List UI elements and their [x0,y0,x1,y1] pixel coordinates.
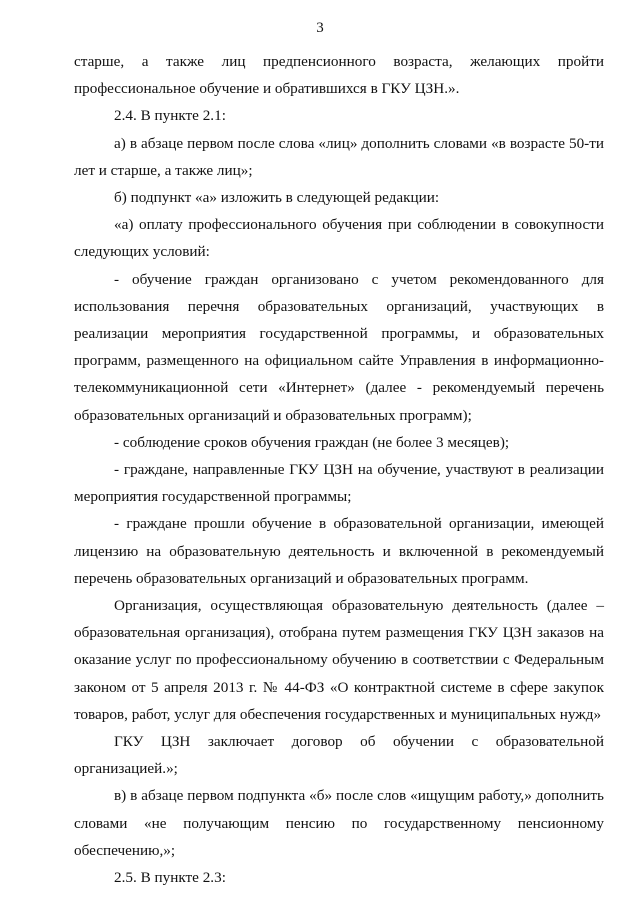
list-item: - граждане прошли обучение в образовательной организации, имеющей лицензию на образовательную деятельность и включенной в рекомендуемый перечень образовательных организаций и образовательных программ. [74,515,604,587]
section-heading: 2.4. В пункте 2.1: [114,107,226,125]
paragraph: в) в абзаце первом подпункта «б» после слов «ищущим работу,» дополнить словами «не получающим пенсию по государственному пенсионному обеспечению,»; [74,787,604,859]
list-item: - граждане, направленные ГКУ ЦЗН на обучение, участвуют в реализации мероприятия государственной программы; [74,461,604,506]
paragraph: а) в абзаце первом после слова «лиц» дополнить словами «в возрасте 50-ти лет и старше, а также лиц»; [74,134,604,179]
paragraph: «а) оплату профессионального обучения при соблюдении в совокупности следующих условий: [74,216,604,261]
document-body [74,48,604,891]
paragraph: старше, а также лиц предпенсионного возраста, желающих пройти профессиональное обучение и обратившихся в ГКУ ЦЗН.». [74,53,604,98]
paragraph: ГКУ ЦЗН заключает договор об обучении с образовательной организацией.»; [74,733,604,778]
paragraph: б) подпункт «а» изложить в следующей редакции: [114,189,440,207]
list-item: - обучение граждан организовано с учетом рекомендованного для использования перечня образовательных организаций, участвующих в реализации мероприятия государственной программы, и образовательных программ, размещенного на официальном сайте Управления в информационно-телекоммуникационной сети «Интернет» (далее - рекомендуемый перечень образовательных организаций и образовательных программ); [74,270,604,424]
paragraph: Организация, осуществляющая образовательную деятельность (далее – образовательная организация), отобрана путем размещения ГКУ ЦЗН заказов на оказание услуг по профессиональному обучению в соответствии с Федеральным законом от 5 апреля 2013 г. № 44-ФЗ «О контрактной системе в сфере закупок товаров, работ, услуг для обеспечения государственных и муниципальных нужд» [74,597,604,723]
list-item: - соблюдение сроков обучения граждан (не более 3 месяцев); [114,433,510,451]
section-heading: 2.5. В пункте 2.3: [114,869,226,887]
page-number: 3 [316,20,324,36]
